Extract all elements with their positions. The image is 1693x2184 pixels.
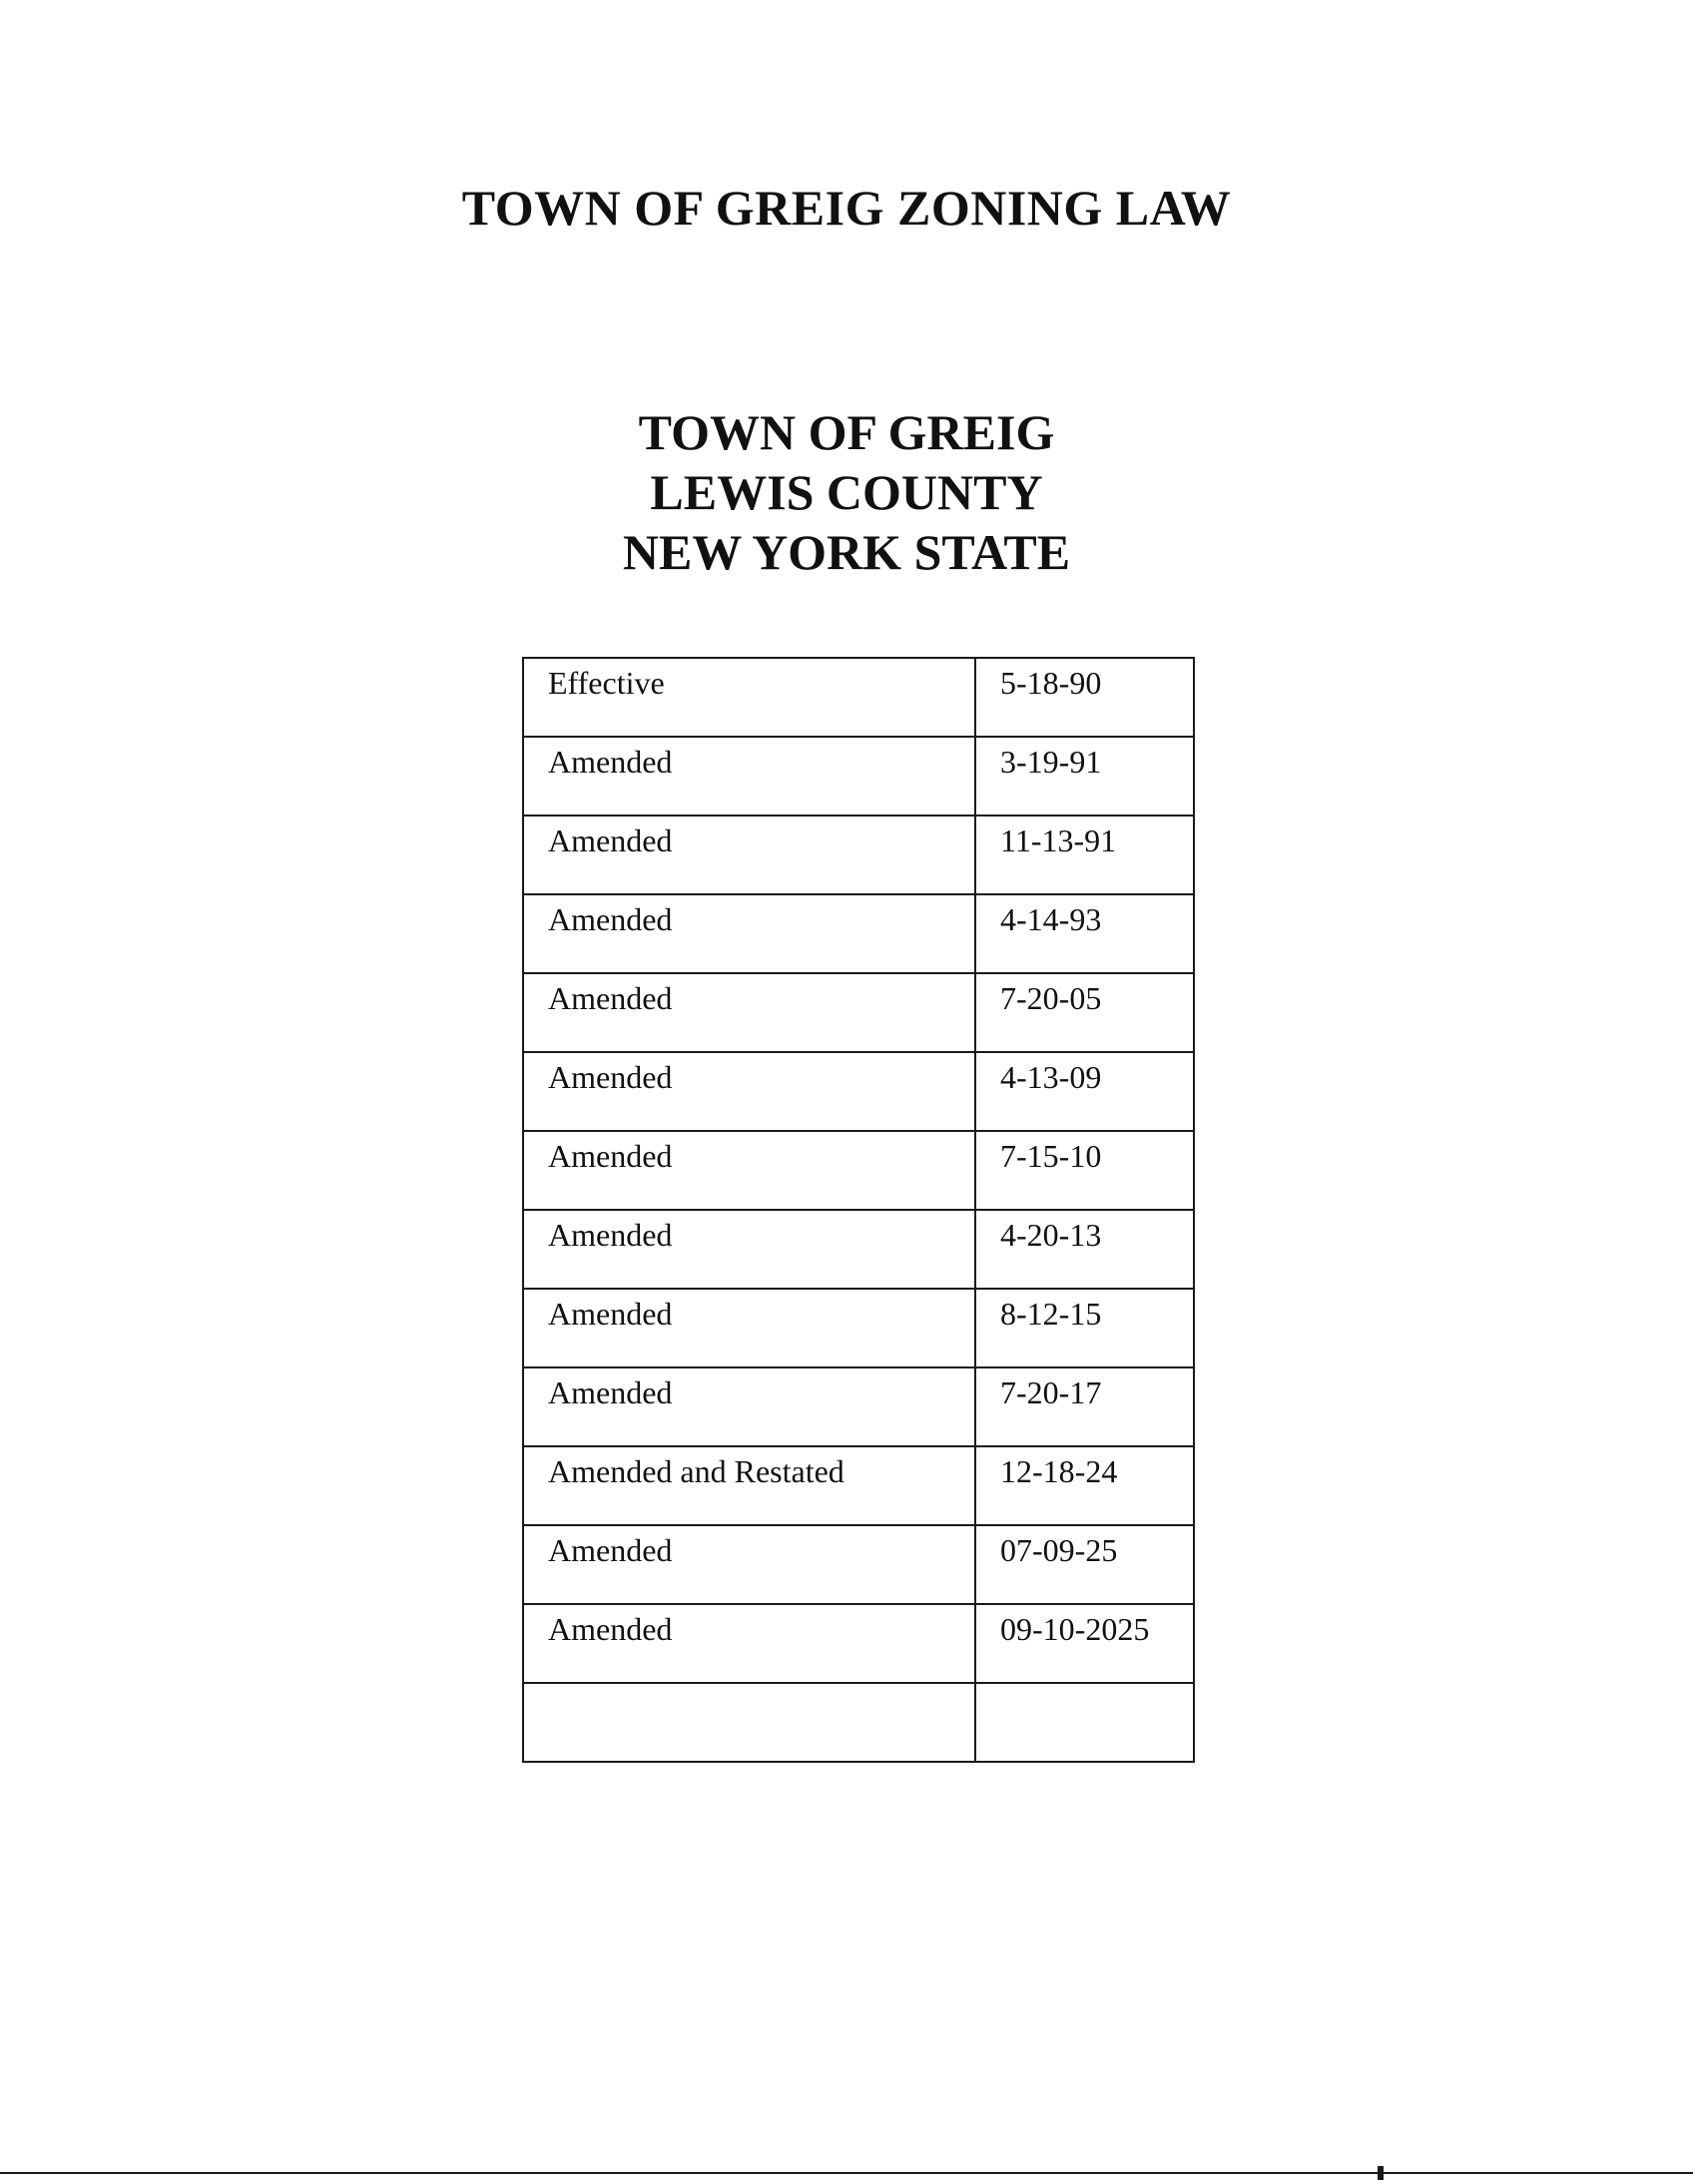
row-date-cell: 11-13-91 — [975, 816, 1194, 894]
row-date-cell: 12-18-24 — [975, 1446, 1194, 1525]
document-title: TOWN OF GREIG ZONING LAW — [461, 180, 1232, 236]
row-action-cell: Amended — [523, 1367, 975, 1446]
row-action-cell: Amended — [523, 737, 975, 816]
row-date-cell: 8-12-15 — [975, 1289, 1194, 1367]
footer-rule — [0, 2172, 1693, 2174]
row-action-cell: Amended — [523, 1525, 975, 1604]
row-date-cell: 7-20-05 — [975, 973, 1194, 1052]
table-row — [523, 658, 1194, 737]
row-date-cell: 4-13-09 — [975, 1052, 1194, 1131]
jurisdiction-block — [0, 402, 1693, 582]
table-row — [523, 1525, 1194, 1604]
row-action-cell: Effective — [523, 658, 975, 737]
row-action-cell: Amended — [523, 1604, 975, 1683]
table-row — [523, 737, 1194, 816]
footer-tick-mark — [1378, 2166, 1384, 2180]
table-row — [523, 1289, 1194, 1367]
subtitle-town: TOWN OF GREIG — [638, 404, 1055, 460]
table-row — [523, 1367, 1194, 1446]
table-row — [523, 1131, 1194, 1210]
table-row — [523, 816, 1194, 894]
row-action-cell — [523, 1683, 975, 1762]
row-date-cell: 7-15-10 — [975, 1131, 1194, 1210]
row-action-cell: Amended — [523, 1052, 975, 1131]
row-action-cell: Amended — [523, 973, 975, 1052]
row-date-cell — [975, 1683, 1194, 1762]
amendment-history-table — [522, 657, 1195, 1763]
row-date-cell: 3-19-91 — [975, 737, 1194, 816]
table-row — [523, 1210, 1194, 1289]
amendment-history-body — [523, 658, 1194, 1762]
row-action-cell: Amended — [523, 1289, 975, 1367]
table-row — [523, 894, 1194, 973]
subtitle-county: LEWIS COUNTY — [650, 464, 1043, 520]
row-date-cell: 09-10-2025 — [975, 1604, 1194, 1683]
row-date-cell: 5-18-90 — [975, 658, 1194, 737]
row-date-cell: 4-20-13 — [975, 1210, 1194, 1289]
table-row — [523, 1052, 1194, 1131]
row-date-cell: 07-09-25 — [975, 1525, 1194, 1604]
row-date-cell: 7-20-17 — [975, 1367, 1194, 1446]
table-row — [523, 973, 1194, 1052]
row-action-cell: Amended — [523, 1131, 975, 1210]
table-row — [523, 1446, 1194, 1525]
subtitle-state: NEW YORK STATE — [622, 524, 1071, 580]
row-date-cell: 4-14-93 — [975, 894, 1194, 973]
table-row-empty — [523, 1683, 1194, 1762]
row-action-cell: Amended — [523, 1210, 975, 1289]
row-action-cell: Amended — [523, 894, 975, 973]
row-action-cell: Amended — [523, 816, 975, 894]
table-row — [523, 1604, 1194, 1683]
row-action-cell: Amended and Restated — [523, 1446, 975, 1525]
